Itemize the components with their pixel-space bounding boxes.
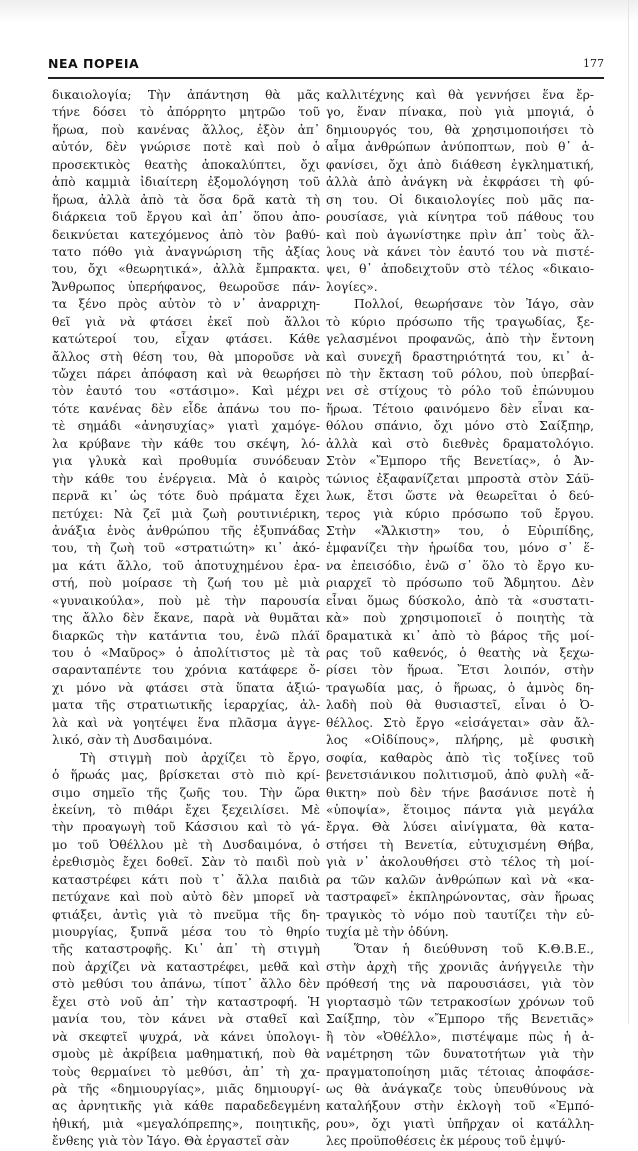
- text-line: φανίσει, ὄχι ἀπὸ διάθεση ἐγκληματική,: [326, 157, 594, 172]
- text-line: τὴν προαγωγὴ τοῦ Κάσσιου καὶ τὸ γά-: [52, 820, 320, 835]
- text-line: αἷμα ἀνθρώπων ἀνύποπτων, ποὺ θ᾽ ἀ-: [326, 140, 594, 155]
- text-line: ἥρωα, ἀλλὰ ἀπὸ τὰ ὅσα δρᾶ κατὰ τὴ: [52, 192, 320, 207]
- text-line: στή, ποὺ μοίρασε τὴ ζωή του μὲ μιὰ: [52, 576, 320, 591]
- text-line: αὐτόν, δὲν γνώρισε ποτὲ καὶ ποὺ ὁ: [52, 140, 320, 155]
- text-line: καταστρέφει κάτι ποὺ τ᾽ ἄλλα παιδιὰ: [52, 872, 320, 887]
- text-line: καὶ συνεχῆ δραστηριότητά του, κι᾽ ἀ-: [326, 349, 594, 364]
- text-line: τὤχει πάρει ἀπόφαση καὶ νὰ θεωρήσει: [52, 367, 320, 381]
- text-line: ση του. Οἱ δικαιολογίες ποὺ μᾶς πα-: [326, 192, 594, 207]
- text-line: καλλιτέχνης καὶ θὰ γεννήσει ἕνα ἔρ-: [326, 88, 594, 102]
- right-text-column: [326, 87, 594, 1151]
- text-line: νὰ σκεφτεῖ ψυχρά, νὰ κάνει ὑπολογι-: [52, 1029, 320, 1044]
- text-line: δραματικὰ κι᾽ ἀπὸ τὸ βάρος τῆς μοί-: [326, 628, 594, 643]
- text-line: δημιουργός του, θὰ χρησιμοποιήσει τὸ: [326, 122, 594, 137]
- text-line: Στὸν «Ἔμπορο τῆς Βενετίας», ὁ Ἀν-: [326, 454, 594, 469]
- text-line: κὰ» ποὺ χρησιμοποιεῖ ὁ ποιητὴς τὰ: [326, 611, 594, 626]
- page-edge: [628, 0, 629, 1024]
- text-line: πρόθεσή της νὰ παρουσιάσει, γιὰ τὸν: [326, 977, 594, 992]
- text-line: τώνιος ἐξαφανίζεται μπροστὰ στὸν Σάϋ-: [326, 471, 594, 486]
- text-line: τότε κανένας δὲν εἶδε ἀπάνω του πο-: [52, 401, 320, 416]
- text-line: ἀλλὰ καὶ στὸ διεθνὲς δραματολόγιο.: [326, 436, 594, 451]
- text-line: στήσει τὴ Βενετία, εὐτυχισμένη Θήβα,: [326, 837, 594, 852]
- text-line: τὸν ἑαυτό του «στάσιμο». Καὶ μέχρι: [52, 384, 320, 399]
- text-line: ἀνάξια ἑνὸς ἀνθρώπου τῆς ἐξυπνάδας: [52, 523, 320, 538]
- text-line: νει σὲ στίχους τὸ ρόλο τοῦ ἐπώνυμου: [326, 384, 594, 399]
- text-line: ἀπὸ καμμιὰ ἰδιαίτερη ἐξομολόγηση τοῦ: [52, 175, 320, 190]
- text-line: ἥρωα, ποὺ κανένας ἄλλος, ἐξὸν ἀπ᾽: [52, 122, 320, 137]
- text-line: λες προϋποθέσεις ἐκ μέρους τοῦ ἐμψύ-: [326, 1134, 566, 1149]
- page-number: 177: [583, 57, 604, 70]
- text-line: τατο πόθο γιὰ ἀναγνώριση τῆς ἀξίας: [52, 244, 320, 259]
- text-line: ναμέτρηση τῶν δυνατοτήτων γιὰ τὴν: [326, 1047, 594, 1062]
- text-line: «ὑποψία», ἕτοιμος πάντα γιὰ μεγάλα: [326, 802, 594, 817]
- text-line: τὸ κύριο πρόσωπο τῆς τραγωδίας, ξε-: [326, 314, 594, 329]
- text-line: ας ἀρνητικῆς γιὰ κάθε παραδεδεγμένη: [52, 1099, 320, 1114]
- text-line: τα ξένο πρὸς αὐτὸν τὸ ν᾽ ἀναρριχη-: [52, 297, 320, 312]
- text-line: τερος γιὰ κύριο πρόσωπο τοῦ ἔργου.: [326, 506, 594, 521]
- text-line: ματα τῆς στρατιωτικῆς ἱεραρχίας, ἀλ-: [52, 698, 320, 713]
- text-line: φτιάξει, ἀντὶς γιὰ τὸ πνεῦμα τῆς δη-: [52, 907, 320, 922]
- text-line: ρου», ὄχι γιατὶ ὑπῆρχαν οἱ κατάλλη-: [326, 1116, 594, 1131]
- text-line: γιὰ ν᾽ ἀκολουθήσει στὸ τέλος τὴ μοί-: [326, 855, 594, 870]
- text-line: ψει, θ᾽ ἀποδειχτοῦν στὸ τέλος «δικαιο-: [326, 262, 594, 277]
- text-line: γελασμένοι προφανῶς, ἀπὸ τὴν ἔντονη: [326, 332, 594, 347]
- text-line: μο τοῦ Ὀθέλλου μὲ τὴ Δυσδαιμόνα, ὁ: [52, 837, 320, 852]
- text-line: λικό, σὰν τὴ Δυσδαιμόνα.: [52, 733, 213, 748]
- text-line: κατώτεροί του, εἶχαν φτάσει. Κάθε: [52, 332, 320, 347]
- text-line: σαρανταπέντε του χρόνια κατάφερε ὄ-: [52, 663, 320, 678]
- text-line: ἔνθεης γιὰ τὸν Ἰάγο. Θὰ ἐργαστεῖ σὰν: [52, 1134, 290, 1149]
- text-line: Σαίξπηρ, τὸν «Ἔμπορο τῆς Βενετιᾶς»: [326, 1012, 594, 1027]
- text-line: πραγματοποίηση μιᾶς τέτοιας ἀποφάσε-: [326, 1064, 594, 1079]
- text-line: ἔργα. Θὰ λύσει αἰνίγματα, θὰ κατα-: [326, 820, 594, 835]
- text-line: ἐρεθισμὸς ἔχει δοθεῖ. Σὰν τὸ παιδὶ ποὺ: [52, 855, 320, 870]
- text-line: τοὺς θερμαίνει τὸ μεθύσι, ἀπ᾽ τὴ χα-: [52, 1064, 320, 1079]
- text-line: θικτη» ποὺ δὲν τήνε βασάνισε ποτὲ ἡ: [326, 785, 594, 800]
- text-line: δικαιολογία; Τὴν ἀπάντηση θὰ μᾶς: [52, 88, 320, 102]
- text-line: ἥρωα. Τέτοιο φαινόμενο δὲν εἶναι κα-: [326, 401, 594, 416]
- text-line: Πολλοί, θεωρήσανε τὸν Ἰάγο, σὰν: [354, 297, 594, 312]
- text-line: εἶναι ὅμως δύσκολο, ἀπὸ τὰ «συστατι-: [326, 593, 594, 608]
- text-line: για γλυκὰ καὶ προθυμία συνόδευαν: [52, 454, 320, 469]
- text-line: Ὅταν ἡ διεύθυνση τοῦ Κ.Θ.Β.Ε.,: [354, 942, 594, 957]
- text-line: τῆς καταστροφῆς. Κι᾽ ἀπ᾽ τὴ στιγμὴ: [52, 942, 320, 957]
- text-line: λαδὴ ποὺ θὰ θυσιαστεῖ, εἶναι ὁ Ὀ-: [326, 698, 594, 713]
- text-line: λογίες».: [326, 279, 378, 294]
- text-line: ἐκείνη, τὸ πιθάρι ἔχει ξεχειλίσει. Μὲ: [52, 802, 320, 817]
- text-line: σμοὺς μὲ ἀκρίβεια μαθηματική, ποὺ θὰ: [52, 1047, 320, 1062]
- text-line: Τὴ στιγμὴ ποὺ ἀρχίζει τὸ ἔργο,: [80, 750, 320, 765]
- text-line: ρίσει τὸν ἥρωα. Ἔτσι λοιπόν, στὴν: [326, 663, 594, 678]
- text-line: ἄλλος στὴ θέση του, θὰ μποροῦσε νὰ: [52, 349, 320, 364]
- text-line: θόλου σπάνιο, ὄχι μόνο στὸ Σαίξπηρ,: [326, 419, 594, 434]
- text-line: πετύχανε καὶ ποὺ αὐτὸ δὲν μπορεῖ νὰ: [52, 890, 320, 905]
- text-line: θεῖ γιὰ νὰ φτάσει ἐκεῖ ποὺ ἄλλοι: [52, 314, 320, 329]
- text-line: στὴν ἀρχὴ τῆς χρονιᾶς ἀνήγγειλε τὴν: [326, 959, 594, 974]
- text-line: θέλλος. Στὸ ἔργο «εἰσάγεται» σὰν ἄλ-: [326, 715, 594, 730]
- text-line: ταστραφεῖ» ἐκπληρώνοντας, σὰν ἥρωας: [326, 890, 594, 905]
- text-line: του, ὄχι «θεωρητικά», ἀλλὰ ἔμπρακτα.: [52, 262, 320, 277]
- text-line: διάρκεια τοῦ ἔργου καὶ ἀπ᾽ ὅπου ἀπο-: [52, 210, 320, 225]
- text-line: λωκ, ἔτσι ὥστε νὰ θεωρεῖται ὁ δεύ-: [326, 489, 594, 504]
- text-line: ρὰ τῆς «δημιουργίας», μιᾶς δημιουργί-: [52, 1081, 320, 1096]
- text-line: πὸ τὴν ἔκταση τοῦ ρόλου, ποὺ ὑπερβαί-: [326, 367, 594, 381]
- text-line: μανία του, τὸν κάνει νὰ σταθεῖ καὶ: [52, 1012, 320, 1027]
- text-line: ριαρχεῖ τὸ πρόσωπο τοῦ Ἄδμητου. Δὲν: [326, 576, 594, 591]
- text-line: ἠθική, μιὰ «μεγαλόπρεπης», ποιητικῆς,: [52, 1116, 320, 1131]
- text-line: λους νὰ κάνει τὸν ἑαυτό του νὰ πιστέ-: [326, 244, 594, 259]
- text-line: ὁ ἥρωάς μας, βρίσκεται στὸ πιὸ κρί-: [52, 768, 320, 783]
- page-header: [48, 56, 604, 76]
- text-line: τραγωδία μας, ὁ ἥρωας, ὁ ἀμνὸς δη-: [326, 680, 594, 695]
- paper-texture: [0, 0, 638, 22]
- text-line: ρας τοῦ καθενός, ὁ θεατὴς νὰ ξεχω-: [326, 646, 594, 660]
- text-line: βενετσιάνικου πολιτισμοῦ, ἀπὸ φυλὴ «ἄ-: [326, 768, 594, 783]
- left-text-column: [52, 87, 320, 1151]
- header-rule: [48, 77, 604, 79]
- text-line: χι μόνο νὰ φτάσει στὰ ὕπατα ἀξιώ-: [52, 680, 320, 695]
- text-line: γιορτασμὸ τῶν τετρακοσίων χρόνων τοῦ: [326, 994, 594, 1009]
- text-line: καὶ ποὺ ἀγωνίστηκε πρὶν ἀπ᾽ τοὺς ἄλ-: [326, 227, 594, 242]
- text-line: περνᾶ κι᾽ ὡς τότε δυὸ πράματα ἔχει: [52, 489, 320, 504]
- text-line: λα κρύβανε τὴν κάθε του σκέψη, λό-: [52, 436, 320, 451]
- text-line: «γυναικούλα», ποὺ μὲ τὴν παρουσία: [52, 593, 320, 608]
- text-line: ἐμφανίζει τὴν ἡρωίδα του, μόνο σ᾽ ἕ-: [326, 541, 594, 556]
- text-line: δεικνύεται κατεχόμενος ἀπὸ τὸν βαθύ-: [52, 227, 320, 242]
- text-line: ρα τῶν καλῶν ἀνθρώπων καὶ νὰ «κα-: [326, 872, 594, 887]
- text-line: διαρκῶς τὴν κατάντια του, ἐνῶ πλάϊ: [52, 628, 320, 643]
- text-line: τήνε δόσει τὸ ἀπόρρητο μητρῶο τοῦ: [52, 105, 320, 120]
- text-line: σοφία, καθαρὸς ἀπὸ τὶς τοξίνες τοῦ: [326, 750, 594, 765]
- text-line: ἀλλὰ ἀπὸ ἀνάγκη νὰ ἐκφράσει τὴ φύ-: [326, 175, 594, 190]
- text-line: ἔχει στὸ νοῦ ἀπ᾽ τὴν καταστροφή. Ἡ: [52, 994, 320, 1009]
- text-line: μα κάτι ἄλλο, τοῦ ἀποτυχημένου ἐρα-: [52, 558, 320, 573]
- text-line: στὸ μεθύσι του ἀπάνω, τίποτ᾽ ἄλλο δὲν: [52, 977, 320, 992]
- text-line: του ὁ «Μαῦρος» ὁ ἀπολίτιστος μὲ τὰ: [52, 646, 320, 660]
- text-line: να ἐπεισόδιο, ἐνῶ σ᾽ ὅλο τὸ ἔργο κυ-: [326, 558, 594, 573]
- text-line: πετύχει: Νὰ ζεῖ μιὰ ζωὴ ρουτινιέρικη,: [52, 506, 320, 521]
- text-line: τὴν κάθε του ἐνέργεια. Μὰ ὁ καιρὸς: [52, 471, 320, 486]
- text-line: προσεκτικὸς θεατὴς ἀποκαλύπτει, ὄχι: [52, 157, 320, 172]
- running-title: ΝΕΑ ΠΟΡΕΙΑ: [48, 56, 140, 71]
- text-line: της ἄλλο δὲν ἔκανε, παρὰ νὰ θυμᾶται: [52, 611, 320, 626]
- text-line: ποὺ ἀρχίζει νὰ καταστρέφει, μεθᾶ καὶ: [52, 959, 320, 974]
- text-line: λὰ καὶ νὰ γοητέψει ἕνα πλᾶσμα ἀγγε-: [52, 715, 320, 730]
- text-line: σιμο σημεῖο τῆς ζωῆς του. Τὴν ὥρα: [52, 785, 320, 800]
- text-line: ρουσίασε, γιὰ κίνητρα τοῦ πάθους του: [326, 210, 594, 225]
- text-line: τραγικὸς τὸ νόμο ποὺ ταυτίζει τὴν εὐ-: [326, 907, 594, 922]
- text-line: καταλήξουν στὴν ἐκλογὴ τοῦ «Ἐμπό-: [326, 1099, 594, 1114]
- text-line: τυχία μὲ τὴν ὀδύνη.: [326, 925, 449, 939]
- text-line: ως θὰ ἀνάγκαζε τοὺς ὑπευθύνους νὰ: [326, 1081, 594, 1096]
- text-line: Ἄνθρωπος ὑπερήφανος, θεωροῦσε πάν-: [52, 279, 320, 294]
- text-line: του, τὴ ζωὴ τοῦ «στρατιώτη» κι᾽ ἀκό-: [52, 541, 320, 556]
- text-line: τὲ σημάδι «ἀνησυχίας» γιατὶ χαμόγε-: [52, 419, 320, 434]
- text-line: λος «Οἰδίπους», πλήρης, μὲ φυσικὴ: [326, 733, 594, 748]
- text-line: μιουργίας, ξυπνᾶ μέσα του τὸ θηρίο: [52, 925, 320, 939]
- text-line: ἢ τὸν «Ὀθέλλο», πιστέψαμε πὼς ἡ ἀ-: [326, 1029, 594, 1044]
- text-line: γο, ἕναν πίνακα, ποὺ γιὰ μπογιά, ὁ: [326, 105, 594, 120]
- text-line: Στὴν «Ἄλκιστη» του, ὁ Εὐριπίδης,: [326, 523, 594, 538]
